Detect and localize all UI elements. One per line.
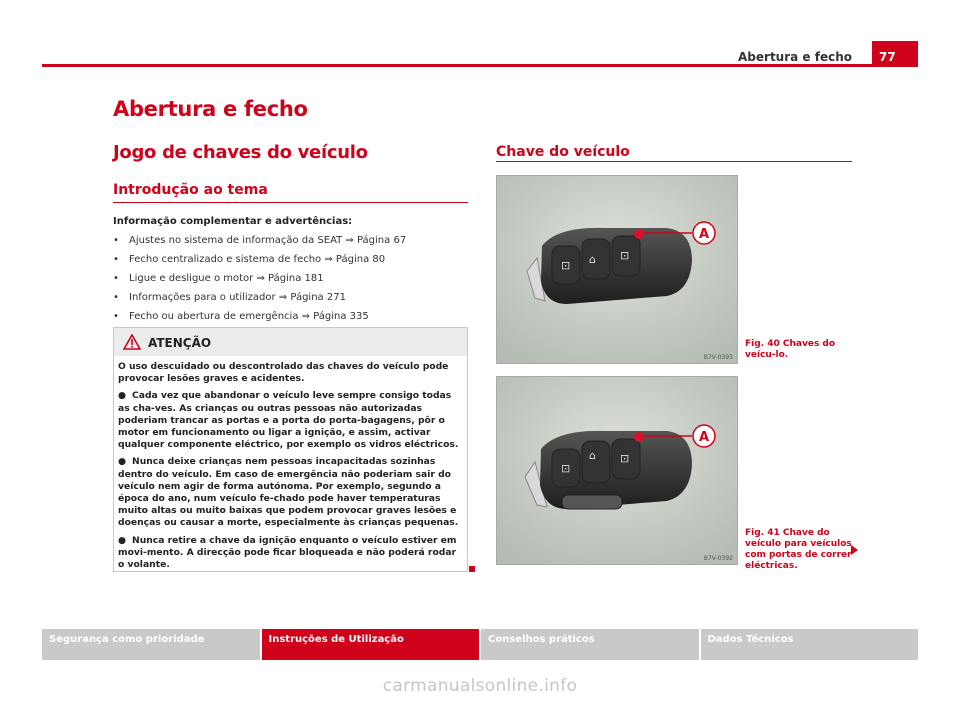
watermark: carmanualsonline.info [382,676,578,696]
warning-header [114,328,467,356]
warning-paragraph: ● Nunca deixe crianças nem pessoas incapacitadas sozinhas dentro do veículo. Em caso de emergência não poderiam sair do veículo nem agir de forma autónoma. Por exemplo, segundo a época do ano, num veículo fe-chado pode haver temperaturas muito altas ou muito baixas que podem provocar graves lesões e doenças ou causar a morte, especialmente às crianças pequenas. [118,456,459,529]
bullet-icon: • [113,254,119,265]
svg-text:⊡: ⊡ [561,462,571,475]
bullet-icon: ● [118,534,127,546]
section-title: Jogo de chaves do veículo [113,142,368,163]
warning-box [113,327,468,572]
list-item[interactable]: • Fecho centralizado e sistema de fecho ⇒ Página 80 [113,254,386,265]
header-rule [42,64,918,67]
running-header-title: Abertura e fecho [738,50,852,64]
warning-paragraph: ● Cada vez que abandonar o veículo leve sempre consigo todas as cha-ves. As crianças ou outras pessoas não autorizadas poderiam trancar as portas e a porta do porta-bagagens, pôr o motor em funcionamento ou ligar a ignição, e assim, activar qualquer componente eléctrico, por exemplo os vidros eléctricos. [118,390,459,451]
intro-text: Informação complementar e advertências: [113,216,353,227]
figure-40-key-photo [496,175,738,364]
warning-paragraph: O uso descuidado ou descontrolado das chaves do veículo pode provocar lesões graves e acidentes. [118,361,449,385]
list-item[interactable]: • Informações para o utilizador ⇒ Página 271 [113,292,346,303]
figure-label: A [698,227,710,242]
svg-text:⌂: ⌂ [589,449,596,462]
list-item[interactable]: • Ligue e desligue o motor ⇒ Página 181 [113,273,324,284]
figure-code: B7V-0393 [703,354,733,361]
svg-text:⊡: ⊡ [620,249,630,262]
svg-text:⌂: ⌂ [589,253,596,266]
end-of-section-marker [469,566,475,572]
figure-caption: Fig. 40 Chaves do veícu-lo. [745,339,836,360]
svg-text:⊡: ⊡ [561,259,571,272]
footer-nav [42,629,918,660]
figure-label: A [698,430,710,445]
footer-tab-dados[interactable]: Dados Técnicos [701,629,919,660]
figure-caption: Fig. 41 Chave do veículo para veículos com portas de correr eléctricas. [745,528,852,571]
warning-body [118,361,464,576]
chapter-title: Abertura e fecho [113,97,308,121]
list-item[interactable]: • Ajustes no sistema de informação da SEAT ⇒ Página 67 [113,235,407,246]
figure-41-key-photo [496,376,738,565]
bullet-icon: • [113,311,119,322]
subsection-rule [113,202,468,203]
page-number: 77 [872,41,918,67]
warning-paragraph: ● Nunca retire a chave da ignição enquanto o veículo estiver em movi-mento. A direcção pode ficar bloqueada e não poderá rodar o volante. [118,534,457,571]
figure-code: B7V-0392 [703,555,733,562]
bullet-icon: ● [118,390,127,402]
car-key-icon [497,377,737,564]
footer-tab-conselhos[interactable]: Conselhos práticos [481,629,699,660]
list-item[interactable]: • Fecho ou abertura de emergência ⇒ Página 335 [113,311,369,322]
footer-tab-seguranca[interactable]: Segurança como prioridade [42,629,260,660]
warning-title: ATENÇÃO [148,336,212,350]
subsection-title: Introdução ao tema [113,182,268,198]
bullet-icon: • [113,292,119,303]
bullet-icon: • [113,235,119,246]
section-rule [496,161,852,162]
section-title-key: Chave do veículo [496,144,630,160]
reference-list [113,235,473,330]
continue-arrow-icon [851,545,858,555]
svg-text:⊡: ⊡ [620,452,630,465]
footer-tab-instrucoes[interactable]: Instruções de Utilização [262,629,480,660]
bullet-icon: • [113,273,119,284]
bullet-icon: ● [118,456,127,468]
car-key-icon [497,176,737,363]
warning-triangle-icon [123,334,141,350]
